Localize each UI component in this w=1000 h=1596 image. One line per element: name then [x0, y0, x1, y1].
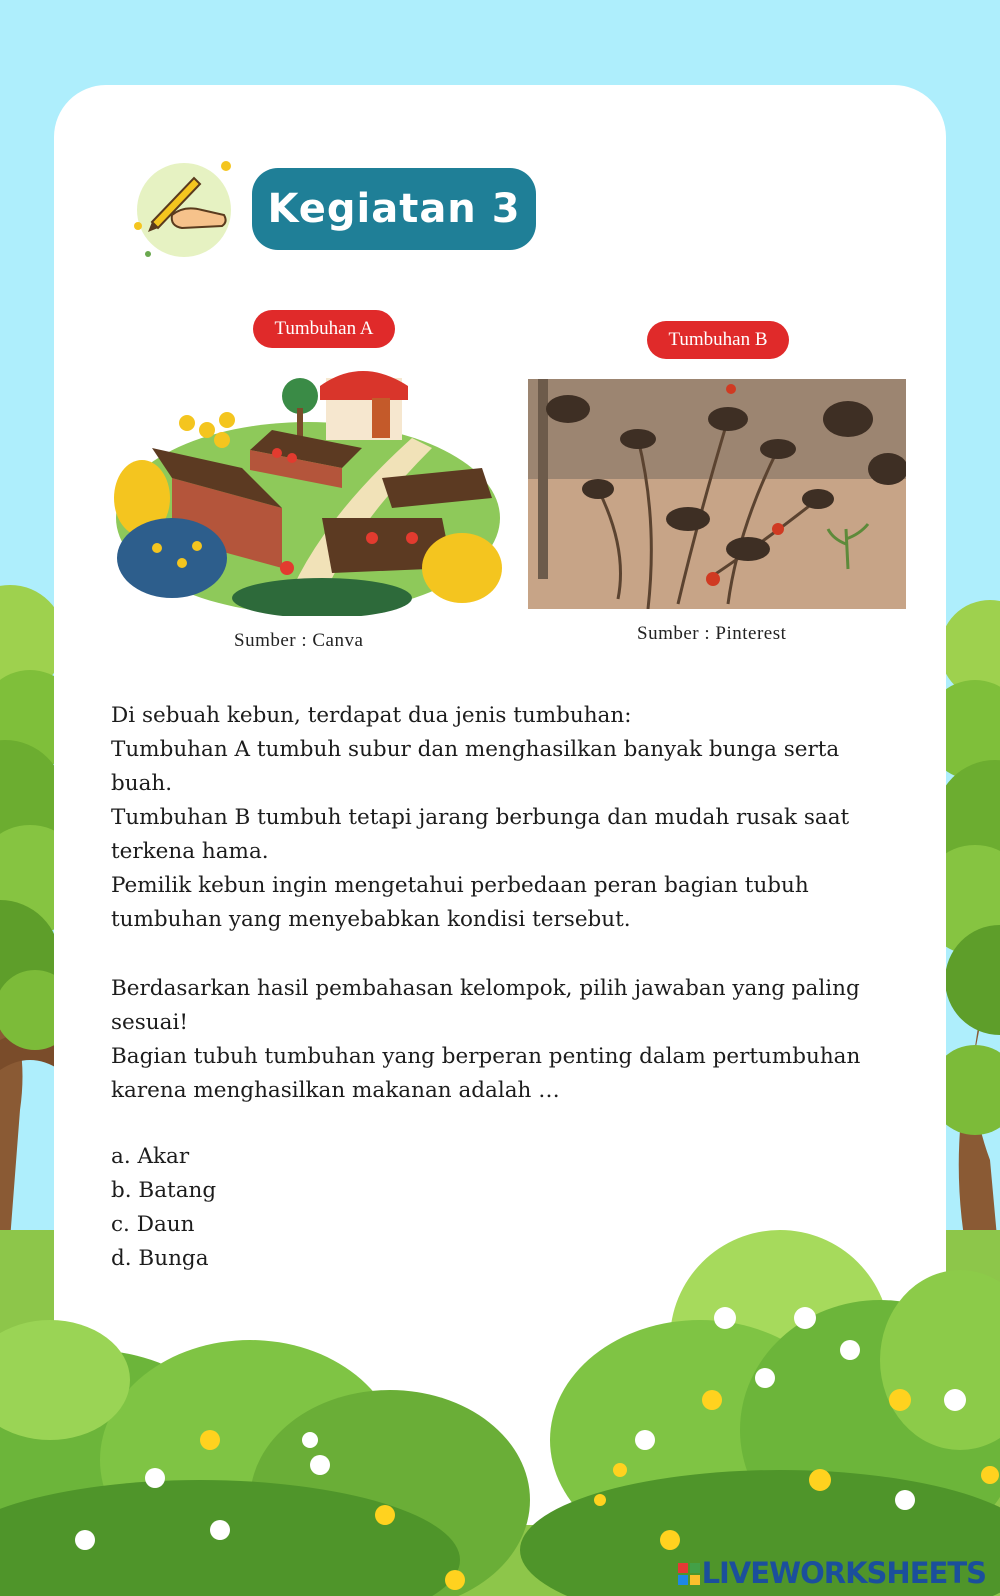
- story-line: Tumbuhan A tumbuh subur dan menghasilkan banyak bunga serta buah.: [111, 737, 840, 796]
- caption-image-b: Sumber : Pinterest: [637, 623, 787, 644]
- withered-plant-photo: [528, 379, 906, 609]
- story-text: [111, 699, 891, 937]
- garden-illustration: [112, 368, 504, 616]
- liveworksheets-icon: [678, 1558, 700, 1580]
- caption-image-a: Sumber : Canva: [234, 630, 364, 651]
- liveworksheets-logo: [678, 1556, 986, 1590]
- bush-right: [520, 1230, 1000, 1596]
- writing-hand-icon: [132, 160, 232, 260]
- tag-tumbuhan-b: Tumbuhan B: [647, 321, 789, 359]
- story-line: Tumbuhan B tumbuh tetapi jarang berbunga dan mudah rusak saat terkena hama.: [111, 805, 850, 864]
- option-c[interactable]: c. Daun: [111, 1212, 195, 1237]
- story-line: Di sebuah kebun, terdapat dua jenis tumbuhan:: [111, 703, 632, 728]
- answer-options: [111, 1140, 216, 1276]
- question-text: [111, 972, 891, 1108]
- option-a[interactable]: a. Akar: [111, 1144, 190, 1169]
- instruction-line: Berdasarkan hasil pembahasan kelompok, pilih jawaban yang paling sesuai!: [111, 976, 860, 1035]
- question-line: Bagian tubuh tumbuhan yang berperan penting dalam pertumbuhan karena menghasilkan makanan adalah …: [111, 1044, 861, 1103]
- story-line: Pemilik kebun ingin mengetahui perbedaan peran bagian tubuh tumbuhan yang menyebabkan kondisi tersebut.: [111, 873, 809, 932]
- option-d[interactable]: d. Bunga: [111, 1246, 209, 1271]
- watermark-text: LIVEWORKSHEETS: [701, 1556, 986, 1590]
- tag-tumbuhan-a: Tumbuhan A: [253, 310, 395, 348]
- option-b[interactable]: b. Batang: [111, 1178, 217, 1203]
- page-title: Kegiatan 3: [252, 168, 536, 250]
- bush-left: [0, 1320, 530, 1596]
